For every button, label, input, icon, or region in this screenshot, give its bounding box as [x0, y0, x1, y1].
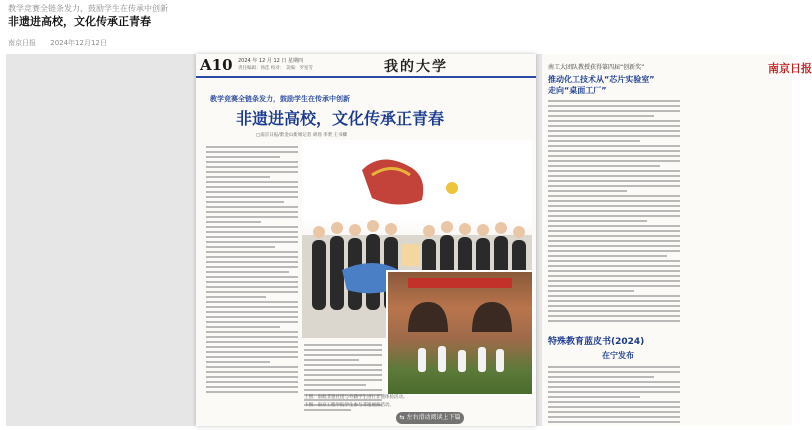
adjacent-headline-line1: 推动化工技术从“芯片实验室” [548, 75, 655, 84]
adjacent-headline-2: 特殊教育蓝皮书(2024) [548, 337, 645, 347]
page-title: 非遗进高校，文化传承正青春 [8, 15, 151, 28]
adjacent-page [542, 54, 812, 426]
newspaper-viewer[interactable] [6, 54, 812, 426]
caption-bottom: 下图：南京工程学院学生参与非遗展演活动。 [304, 403, 394, 408]
performance-photo-illustration [388, 272, 532, 394]
newspaper-page [196, 54, 536, 426]
article-meta [8, 38, 119, 48]
story-kicker: 教学竞赛全链条发力，鼓励学生在传承中创新 [210, 95, 350, 103]
body-text-column-left [206, 146, 298, 396]
adjacent-body-text [548, 100, 680, 325]
adjacent-subheadline-2: 在宁发布 [602, 351, 634, 360]
adjacent-body-text-2 [548, 366, 680, 426]
column-title: 我的大学 [384, 59, 448, 75]
secondary-photo [386, 270, 534, 396]
paper-header [196, 54, 536, 78]
edition-line: 2024 年 12 月 12 日 星期四 [238, 58, 303, 64]
masthead-logo: 南京日报 [768, 62, 812, 75]
swipe-hint-label: 左右滑动阅读上下篇 [406, 414, 461, 421]
story-headline: 非遗进高校，文化传承正青春 [236, 109, 445, 128]
source-label: 南京日报 [8, 39, 36, 47]
swipe-arrows-icon: ⇆ [399, 414, 407, 421]
swipe-nav-pill[interactable] [396, 412, 464, 424]
caption-top: 上图：南航非遗社团与外籍学生进行非遗体验活动。 [304, 395, 408, 400]
adjacent-kicker: 南工大团队教授获得第四届“创新奖” [548, 64, 645, 71]
page-number: A10 [200, 56, 233, 74]
date-label: 2024年12月12日 [50, 39, 107, 47]
editor-credits: 责任编辑：汤佳 校对： 美编：罗星雪 [238, 66, 313, 71]
article-kicker: 教学竞赛全链条发力，鼓励学生在传承中创新 [8, 4, 168, 13]
story-byline: □南京日报/紫金山新闻记者 胡瑶 李贤 王书卿 [256, 133, 348, 138]
adjacent-headline-line2: 走向“桌面工厂” [548, 86, 607, 95]
